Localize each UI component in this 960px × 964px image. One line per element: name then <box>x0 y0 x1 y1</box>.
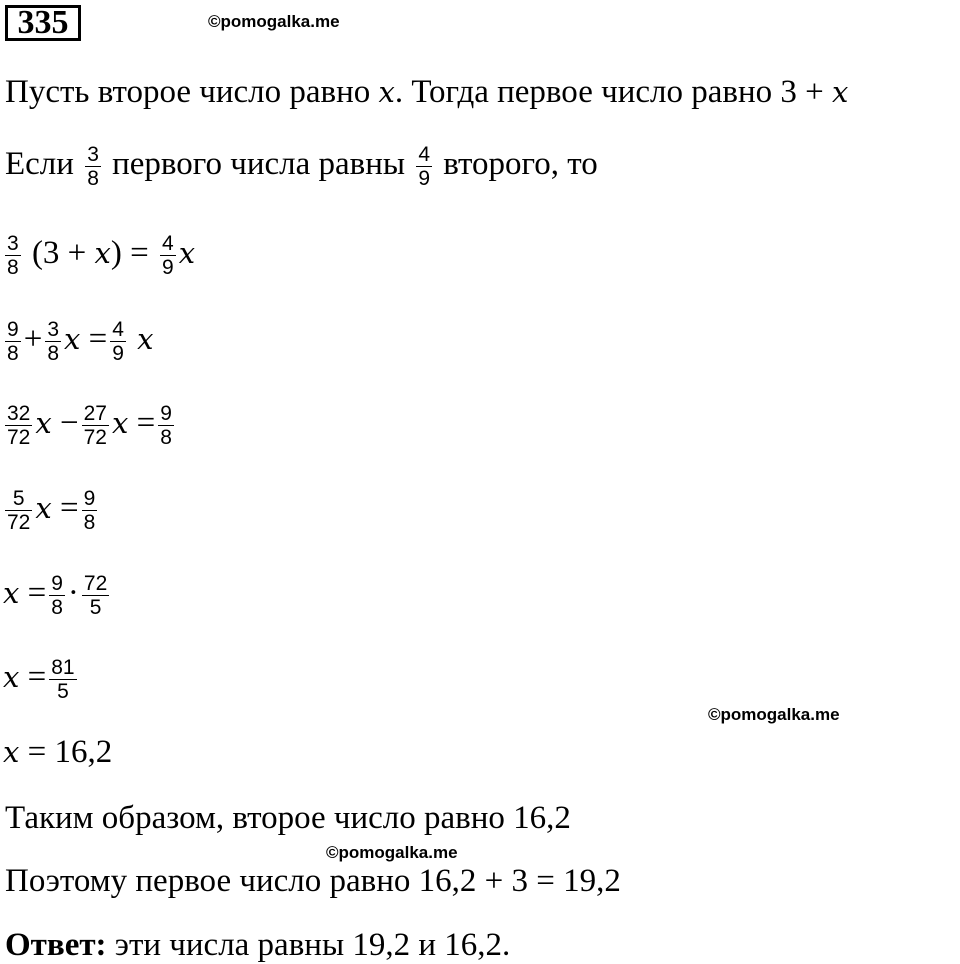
numerator: 72 <box>83 572 108 595</box>
fraction <box>82 487 98 534</box>
denominator: 9 <box>112 342 124 365</box>
answer-text: эти числа равны 19,2 и 16,2. <box>106 927 511 963</box>
denominator: 8 <box>7 342 19 365</box>
variable-x: x <box>35 406 52 441</box>
variable-x: x <box>94 236 111 271</box>
fraction <box>5 487 32 534</box>
equation-6 <box>3 656 80 703</box>
statement-line-2 <box>5 143 598 190</box>
fraction <box>158 402 174 449</box>
expr-text: = 16,2 <box>19 734 113 770</box>
numerator: 4 <box>418 143 431 166</box>
numerator: 4 <box>162 232 174 255</box>
numerator: 9 <box>160 402 172 425</box>
equals-sign: = <box>27 659 47 696</box>
numerator: 9 <box>7 318 19 341</box>
numerator: 3 <box>87 143 99 166</box>
equals-sign: = <box>136 405 156 442</box>
statement-text: первого числа равны <box>103 146 414 183</box>
variable-x: x <box>831 75 849 109</box>
denominator: 8 <box>83 511 96 534</box>
equation-4 <box>2 487 100 534</box>
watermark-bottom: ©pomogalka.me <box>326 843 458 862</box>
numerator: 3 <box>7 232 19 255</box>
equation-2 <box>2 318 154 365</box>
denominator: 9 <box>162 256 174 279</box>
fraction <box>416 143 432 190</box>
numerator: 27 <box>83 402 107 425</box>
numerator: 32 <box>7 402 31 425</box>
watermark-top: ©pomogalka.me <box>208 12 340 31</box>
multiply-dot: · <box>67 575 79 612</box>
fraction <box>82 402 109 449</box>
minus-sign: − <box>59 405 79 442</box>
denominator: 8 <box>7 256 19 279</box>
equation-3 <box>2 402 177 449</box>
answer-label: Ответ: <box>5 927 107 963</box>
numerator: 4 <box>112 318 124 341</box>
variable-x: x <box>378 75 395 109</box>
denominator: 5 <box>89 596 102 619</box>
variable-x: x <box>178 236 196 271</box>
fraction <box>45 318 61 365</box>
plus-sign: + <box>23 321 43 358</box>
denominator: 8 <box>160 426 172 449</box>
fraction <box>5 232 21 279</box>
denominator: 72 <box>7 511 31 534</box>
equation-5 <box>3 572 112 619</box>
statement-text: второго, то <box>435 146 598 183</box>
equals-sign: = <box>27 575 47 612</box>
denominator: 5 <box>57 680 69 703</box>
fraction <box>49 656 76 703</box>
numerator: 9 <box>51 572 63 595</box>
variable-x: x <box>137 322 154 357</box>
fraction <box>160 232 176 279</box>
denominator: 8 <box>51 596 63 619</box>
equals-sign: = <box>59 490 79 527</box>
conclusion-line-1: Таким образом, второе число равно 16,2 <box>5 800 571 836</box>
statement-text: . Тогда первое число равно 3 + <box>394 74 832 110</box>
numerator: 9 <box>83 487 96 510</box>
fraction <box>85 143 101 190</box>
expr-text: (3 + <box>23 235 95 272</box>
denominator: 72 <box>7 426 31 449</box>
variable-x: x <box>3 660 20 695</box>
numerator: 5 <box>5 487 32 511</box>
statement-text: Пусть второе число равно <box>5 74 379 110</box>
fraction <box>49 572 65 619</box>
variable-x: x <box>3 735 20 769</box>
problem-number: 335 <box>5 5 81 41</box>
fraction <box>110 318 126 365</box>
variable-x: x <box>64 322 81 357</box>
variable-x: x <box>35 491 52 526</box>
conclusion-line-2: Поэтому первое число равно 16,2 + 3 = 19,2 <box>5 863 621 899</box>
statement-text: Если <box>5 146 83 183</box>
statement-line-1 <box>5 73 848 111</box>
equation-1 <box>2 232 195 279</box>
equation-7 <box>3 733 112 771</box>
numerator: 3 <box>47 318 59 341</box>
fraction <box>5 402 32 449</box>
fraction <box>82 572 109 619</box>
variable-x: x <box>3 576 20 611</box>
expr-text: ) = <box>110 235 158 272</box>
equals-sign: = <box>88 321 108 358</box>
variable-x: x <box>111 406 129 441</box>
numerator: 81 <box>51 656 75 679</box>
denominator: 72 <box>83 426 107 449</box>
answer-line <box>5 926 510 964</box>
denominator: 9 <box>418 167 431 190</box>
fraction <box>5 318 21 365</box>
denominator: 8 <box>47 342 59 365</box>
watermark-middle: ©pomogalka.me <box>708 705 840 724</box>
denominator: 8 <box>87 167 99 190</box>
